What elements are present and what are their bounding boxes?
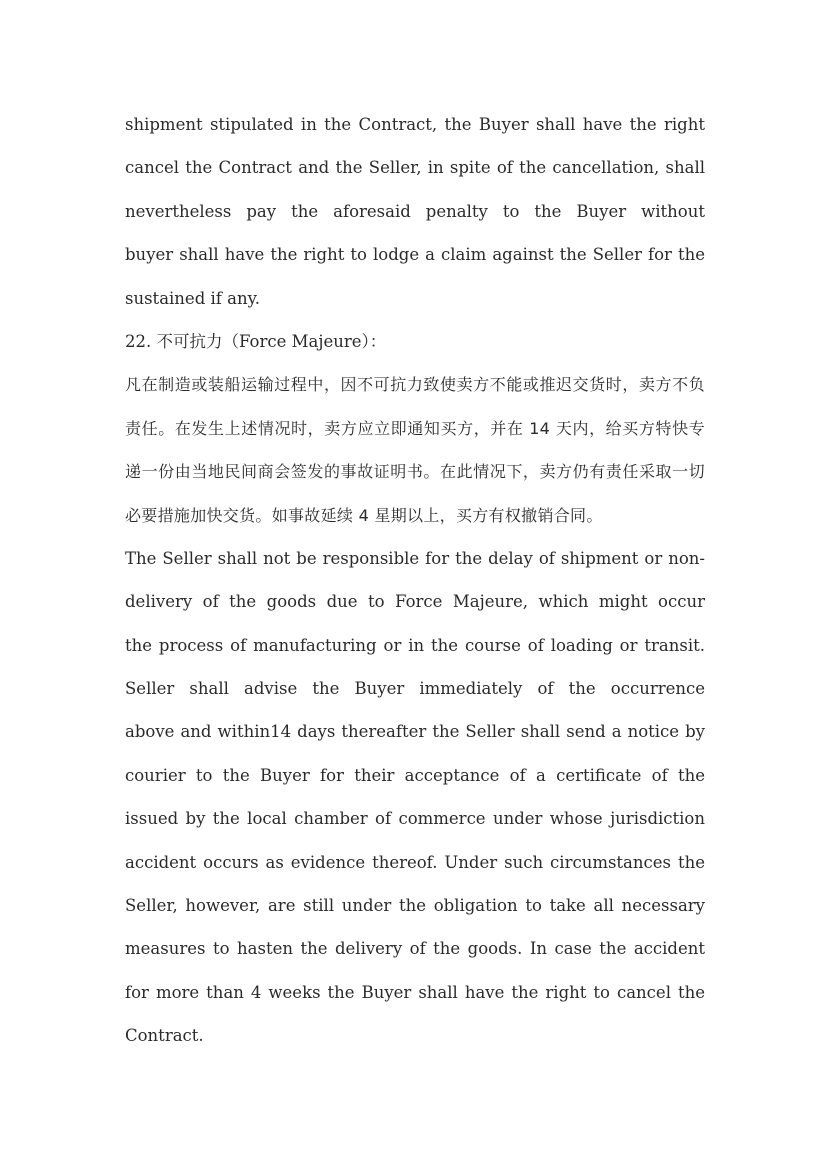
text-line: measures to hasten the delivery of the goods. In case the accident [125, 939, 705, 959]
text-line: cancel the Contract and the Seller, in spite of the cancellation, shall [125, 158, 705, 178]
text-line: shipment stipulated in the Contract, the Buyer shall have the right [125, 115, 705, 134]
paragraph [125, 363, 705, 537]
text-line: courier to the Buyer for their acceptance of a certificate of the [125, 765, 705, 785]
text-line: 责任。在发生上述情况时，卖方应立即通知买方，并在 14 天内，给买方特快专 [125, 418, 705, 438]
text-line: above and within14 days thereafter the Seller shall send a notice by [125, 722, 705, 742]
paragraph [125, 103, 705, 320]
text-line: Contract. [125, 1026, 204, 1046]
text-line: 凡在制造或装船运输过程中，因不可抗力致使卖方不能或推迟交货时，卖方不负 [125, 375, 705, 395]
text-line: sustained if any. [125, 288, 260, 308]
paragraph [125, 537, 705, 1058]
text-line: Seller, however, are still under the obligation to take all necessary [125, 896, 705, 916]
document-body [125, 103, 705, 1058]
section-heading [125, 320, 705, 363]
text-line: issued by the local chamber of commerce under whose jurisdiction [125, 809, 705, 829]
text-line: 递一份由当地民间商会签发的事故证明书。在此情况下，卖方仍有责任采取一切 [125, 462, 705, 482]
text-line: 必要措施加快交货。如事故延续 4 星期以上，买方有权撤销合同。 [125, 505, 603, 525]
text-line: delivery of the goods due to Force Majeure, which might occur [125, 592, 705, 612]
text-line: the process of manufacturing or in the course of loading or transit. [125, 635, 705, 655]
text-line: nevertheless pay the aforesaid penalty to the Buyer without [125, 201, 705, 221]
text-line: buyer shall have the right to lodge a claim against the Seller for the [125, 245, 705, 265]
text-line: 22. 不可抗力（Force Majeure）： [125, 331, 387, 351]
text-line: accident occurs as evidence thereof. Under such circumstances the [125, 852, 705, 872]
text-line: for more than 4 weeks the Buyer shall have the right to cancel the [125, 982, 705, 1002]
text-line: Seller shall advise the Buyer immediately of the occurrence [125, 679, 705, 699]
text-line: The Seller shall not be responsible for the delay of shipment or non- [125, 548, 705, 568]
